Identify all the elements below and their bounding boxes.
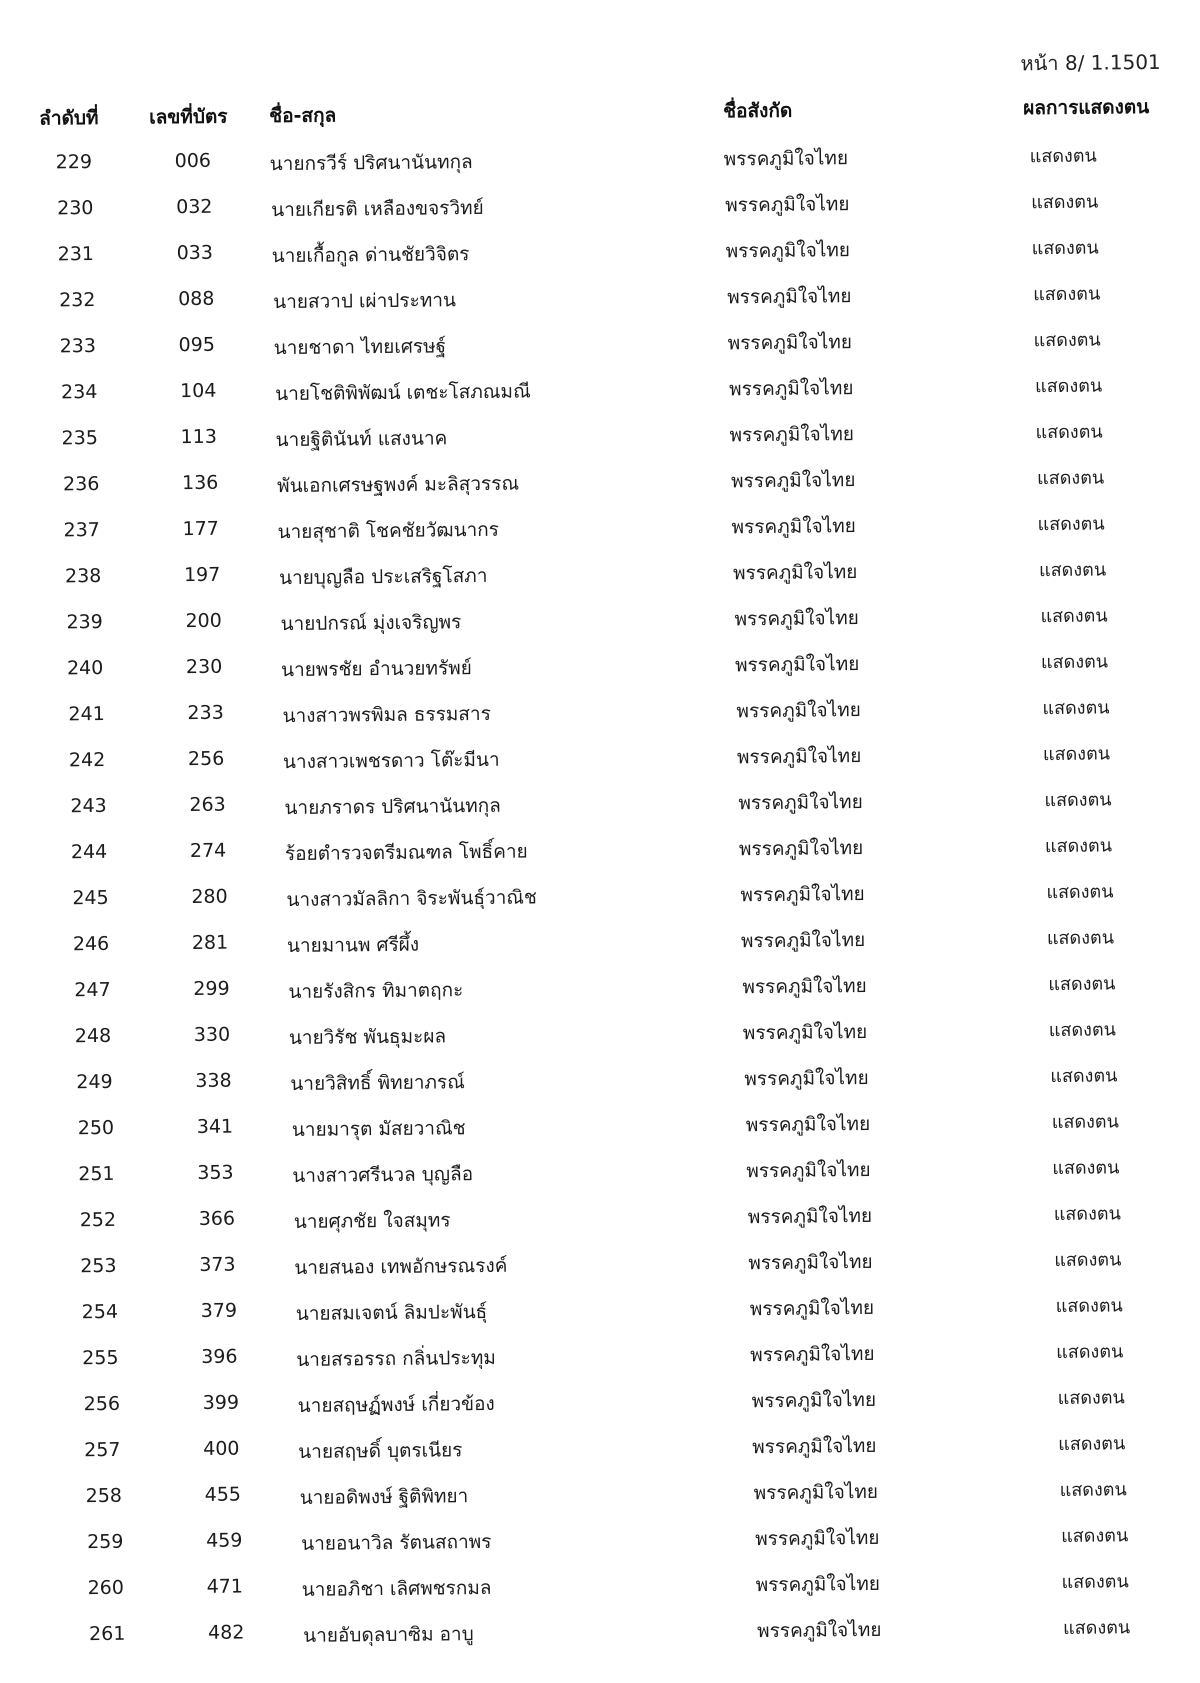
row-name: นางสาวศรีนวล บุญลือ <box>292 1163 474 1188</box>
table-header <box>1 91 1200 136</box>
row-card-no: 399 <box>202 1391 240 1414</box>
row-seq: 232 <box>59 289 96 312</box>
row-seq: 234 <box>60 381 98 404</box>
row-party: พรรคภูมิใจไทย <box>736 745 862 769</box>
row-result: แสดงตน <box>1046 927 1115 950</box>
row-name: นายวิรัช พันธุมะผล <box>288 1025 447 1050</box>
row-result: แสดงตน <box>1048 1019 1117 1042</box>
row-seq: 255 <box>82 1346 119 1370</box>
row-card-no: 459 <box>206 1529 243 1552</box>
row-result: แสดงตน <box>1037 513 1105 536</box>
row-card-no: 379 <box>200 1299 238 1322</box>
row-result: แสดงตน <box>1055 1295 1123 1318</box>
row-card-no: 341 <box>196 1115 234 1139</box>
row-seq: 241 <box>68 702 105 726</box>
row-seq: 249 <box>76 1070 113 1094</box>
row-party: พรรคภูมิใจไทย <box>752 1434 877 1459</box>
row-card-no: 177 <box>182 517 219 541</box>
row-card-no: 353 <box>197 1161 234 1184</box>
row-card-no: 471 <box>206 1575 244 1598</box>
row-result: แสดงตน <box>1052 1157 1120 1180</box>
row-party: พรรคภูมิใจไทย <box>742 1020 868 1045</box>
row-seq: 237 <box>63 518 100 542</box>
row-name: นายเกื้อกูล ด่านชัยวิจิตร <box>271 243 470 268</box>
row-result: แสดงตน <box>1057 1387 1125 1410</box>
row-card-no: 032 <box>176 195 213 219</box>
row-name: นายปกรณ์ มุ่งเจริญพร <box>280 611 462 636</box>
row-name: นางสาวมัลลิกา จิระพันธุ์วาณิช <box>286 886 537 912</box>
row-name: นายเกียรติ เหลืองขจรวิทย์ <box>271 196 484 222</box>
row-name: นายวิสิทธิ์ พิทยาภรณ์ <box>290 1071 465 1096</box>
row-result: แสดงตน <box>1033 329 1101 352</box>
row-party: พรรคภูมิใจไทย <box>729 423 855 447</box>
row-result: แสดงตน <box>1033 283 1101 306</box>
row-card-no: 104 <box>179 379 217 403</box>
row-name: นายสนอง เทพอักษรณรงค์ <box>294 1254 508 1279</box>
row-party: พรรคภูมิใจไทย <box>734 607 859 631</box>
row-result: แสดงตน <box>1029 145 1097 168</box>
row-result: แสดงตน <box>1040 651 1109 674</box>
row-card-no: 281 <box>191 931 229 955</box>
row-card-no: 330 <box>193 1023 231 1047</box>
row-party: พรรคภูมิใจไทย <box>723 147 849 171</box>
row-party: พรรคภูมิใจไทย <box>747 1204 873 1229</box>
row-card-no: 233 <box>187 701 224 725</box>
row-seq: 236 <box>62 472 100 496</box>
row-party: พรรคภูมิใจไทย <box>751 1388 877 1413</box>
row-seq: 233 <box>59 335 97 358</box>
row-result: แสดงตน <box>1040 605 1108 628</box>
row-seq: 242 <box>68 748 106 772</box>
row-seq: 245 <box>72 886 109 910</box>
row-name: พันเอกเศรษฐพงค์ มะลิสุวรรณ <box>276 472 520 498</box>
row-name: นายมารุต มัสยวาณิช <box>291 1117 466 1142</box>
row-card-no: 396 <box>201 1345 238 1368</box>
row-result: แสดงตน <box>1036 467 1105 490</box>
row-card-no: 006 <box>174 149 212 173</box>
row-seq: 252 <box>79 1208 117 1232</box>
row-seq: 256 <box>83 1392 121 1416</box>
row-party: พรรคภูมิใจไทย <box>755 1526 880 1551</box>
row-name: นายพรชัย อำนวยทรัพย์ <box>280 657 472 682</box>
header-party: ชื่อสังกัด <box>723 99 793 123</box>
row-party: พรรคภูมิใจไทย <box>734 653 860 677</box>
row-seq: 243 <box>70 794 107 818</box>
row-card-no: 455 <box>204 1483 242 1506</box>
row-name: นายสวาป เผ่าประทาน <box>273 289 457 314</box>
row-card-no: 366 <box>198 1207 236 1230</box>
row-name: นายมานพ ศรีผึ้ง <box>286 933 420 958</box>
row-party: พรรคภูมิใจไทย <box>757 1618 882 1643</box>
row-seq: 253 <box>80 1254 117 1278</box>
row-result: แสดงตน <box>1051 1111 1119 1134</box>
row-card-no: 033 <box>176 241 214 265</box>
row-name: นายอับดุลบาซิม อาบู <box>303 1623 474 1647</box>
row-name: นางสาวพรพิมล ธรรมสาร <box>282 702 491 728</box>
row-party: พรรคภูมิใจไทย <box>727 331 853 355</box>
row-name: นายภราดร ปริศนานันทกุล <box>284 794 501 820</box>
row-name: ร้อยตำรวจตรีมณฑล โพธิ์คาย <box>284 840 528 866</box>
row-party: พรรคภูมิใจไทย <box>730 469 856 493</box>
row-party: พรรคภูมิใจไทย <box>748 1250 873 1275</box>
row-result: แสดงตน <box>1035 421 1103 444</box>
header-name: ชื่อ-สกุล <box>269 104 337 128</box>
row-card-no: 373 <box>199 1253 236 1276</box>
row-seq: 261 <box>89 1622 126 1646</box>
row-card-no: 200 <box>185 609 222 633</box>
header-result: ผลการแสดงตน <box>1023 95 1150 120</box>
row-card-no: 197 <box>183 563 221 587</box>
row-card-no: 230 <box>185 655 223 679</box>
row-name: นายฐิตินันท์ แสงนาค <box>275 427 448 452</box>
row-seq: 254 <box>81 1300 119 1324</box>
row-card-no: 256 <box>187 747 225 771</box>
row-result: แสดงตน <box>1038 559 1107 582</box>
row-name: นายอดิพงษ์ ฐิติพิทยา <box>299 1485 469 1509</box>
row-party: พรรคภูมิใจไทย <box>742 974 867 999</box>
row-seq: 246 <box>72 932 110 956</box>
row-seq: 248 <box>74 1024 112 1048</box>
row-party: พรรคภูมิใจไทย <box>746 1158 871 1183</box>
row-result: แสดงตน <box>1044 835 1113 858</box>
row-seq: 258 <box>85 1484 123 1508</box>
row-name: นายบุญลือ ประเสริฐโสภา <box>278 564 488 590</box>
row-seq: 250 <box>77 1116 115 1140</box>
row-name: นายกรวีร์ ปริศนานันทกุล <box>269 151 473 176</box>
row-card-no: 263 <box>189 793 226 817</box>
row-party: พรรคภูมิใจไทย <box>738 791 863 815</box>
row-result: แสดงตน <box>1061 1571 1129 1593</box>
row-card-no: 274 <box>189 839 227 863</box>
row-party: พรรคภูมิใจไทย <box>725 239 851 263</box>
row-result: แสดงตน <box>1059 1479 1127 1501</box>
row-card-no: 482 <box>207 1621 245 1644</box>
row-card-no: 338 <box>195 1069 232 1093</box>
row-seq: 260 <box>87 1576 125 1600</box>
header-card-no: เลขที่บัตร <box>149 105 228 129</box>
row-party: พรรคภูมิใจไทย <box>729 377 854 401</box>
row-name: นายศุภชัย ใจสมุทร <box>293 1209 451 1233</box>
row-name: นายสมเจตน์ ลิมปะพันธุ์ <box>295 1300 488 1325</box>
page-number: หน้า 8/ 1.1501 <box>1020 49 1161 76</box>
row-seq: 257 <box>84 1438 121 1462</box>
row-party: พรรคภูมิใจไทย <box>750 1342 875 1367</box>
row-result: แสดงตน <box>1034 375 1103 398</box>
row-name: นายอภิชา เลิศพชรกมล <box>301 1576 492 1601</box>
row-party: พรรคภูมิใจไทย <box>740 882 865 907</box>
row-party: พรรคภูมิใจไทย <box>731 515 856 539</box>
row-party: พรรคภูมิใจไทย <box>753 1480 879 1505</box>
row-card-no: 095 <box>178 333 216 357</box>
row-result: แสดงตน <box>1061 1525 1129 1547</box>
row-result: แสดงตน <box>1046 881 1114 904</box>
row-result: แสดงตน <box>1054 1249 1122 1272</box>
row-name: นายชาดา ไทยเศรษฐ์ <box>273 335 447 360</box>
row-seq: 229 <box>55 151 93 174</box>
row-result: แสดงตน <box>1042 697 1110 720</box>
row-name: นายสรอรรถ กลิ่นประทุม <box>296 1346 496 1371</box>
row-card-no: 136 <box>181 471 219 495</box>
row-party: พรรคภูมิใจไทย <box>755 1572 881 1597</box>
row-party: พรรคภูมิใจไทย <box>749 1296 875 1321</box>
row-seq: 259 <box>87 1530 124 1554</box>
row-party: พรรคภูมิใจไทย <box>725 193 850 217</box>
row-name: นายสฤษฏ์พงษ์ เกี่ยวข้อง <box>297 1392 495 1417</box>
row-party: พรรคภูมิใจไทย <box>740 928 866 953</box>
row-seq: 251 <box>78 1162 115 1186</box>
row-party: พรรคภูมิใจไทย <box>738 837 864 861</box>
row-party: พรรคภูมิใจไทย <box>732 561 858 585</box>
member-table-body <box>2 139 1200 1669</box>
row-party: พรรคภูมิใจไทย <box>745 1112 871 1137</box>
row-result: แสดงตน <box>1050 1065 1118 1088</box>
row-name: นายรังสิกร ทิมาตฤกะ <box>288 979 464 1004</box>
row-result: แสดงตน <box>1031 191 1099 214</box>
row-result: แสดงตน <box>1042 743 1111 766</box>
row-result: แสดงตน <box>1048 973 1116 996</box>
row-result: แสดงตน <box>1031 237 1099 260</box>
row-card-no: 113 <box>180 425 217 449</box>
row-seq: 238 <box>64 564 102 588</box>
row-card-no: 280 <box>191 885 228 909</box>
row-name: นายสุชาติ โชคชัยวัฒนากร <box>277 518 500 544</box>
row-card-no: 299 <box>193 977 230 1001</box>
row-name: นางสาวเพชรดาว โต๊ะมีนา <box>282 748 500 774</box>
row-seq: 247 <box>74 978 111 1002</box>
row-seq: 239 <box>66 610 103 634</box>
row-card-no: 400 <box>203 1437 240 1460</box>
row-card-no: 088 <box>178 287 215 311</box>
row-seq: 244 <box>70 840 108 864</box>
row-result: แสดงตน <box>1044 789 1112 812</box>
row-party: พรรคภูมิใจไทย <box>727 285 852 309</box>
row-name: นายอนาวิล รัตนสถาพร <box>301 1530 492 1555</box>
row-name: นายสฤษดิ์ บุตรเนียร <box>298 1439 463 1463</box>
row-result: แสดงตน <box>1056 1341 1124 1364</box>
row-party: พรรคภูมิใจไทย <box>736 699 861 723</box>
row-seq: 235 <box>61 426 98 450</box>
row-result: แสดงตน <box>1058 1433 1126 1455</box>
row-seq: 240 <box>66 656 104 680</box>
row-party: พรรคภูมิใจไทย <box>744 1066 869 1091</box>
row-result: แสดงตน <box>1063 1617 1131 1639</box>
row-name: นายโชติพิพัฒน์ เตชะโสภณมณี <box>275 380 531 406</box>
row-result: แสดงตน <box>1053 1203 1121 1226</box>
row-seq: 231 <box>57 243 95 266</box>
header-seq: ลำดับที่ <box>39 106 99 130</box>
row-seq: 230 <box>57 197 94 220</box>
